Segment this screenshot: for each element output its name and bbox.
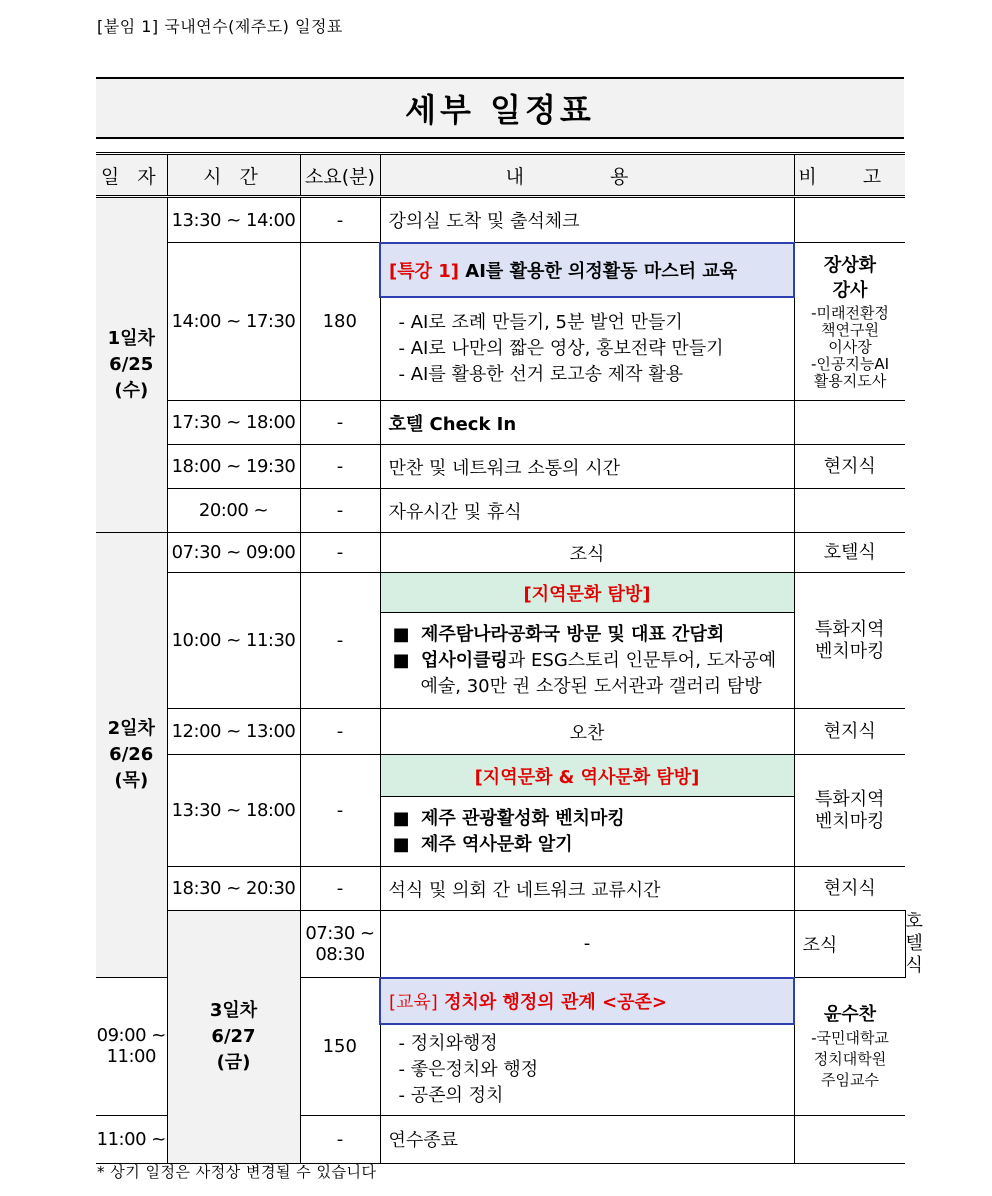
lecture-heading [380,243,794,297]
table-row [96,445,905,489]
tour-items [380,797,794,867]
table-row: 3일차 6/27 (금) 07:30 ~ 08:30 - 조식 호텔식 [96,911,905,978]
note-cell: 현지식 [794,445,905,489]
list-item [393,622,790,648]
table-row [96,867,905,911]
note-cell [794,1115,905,1163]
square-bullet-icon: ■ [392,623,421,645]
list-item-text: 제주 관광활성화 벤치마킹 [420,807,625,829]
note-cell [794,573,905,709]
list-item: - 좋은정치와 행정 [398,1058,539,1080]
day3-label [167,911,300,1164]
table-row [96,755,905,797]
lecturer-info: -국민대학교 [811,1028,889,1047]
content-cell: 자유시간 및 휴식 [380,489,794,533]
col-header-time: 시 간 [167,154,300,197]
note-cell [794,243,905,401]
list-item-text: 업사이클링 [420,649,508,671]
time-cell: 13:30 ~ 18:00 [167,755,300,867]
day-label-line: 6/26 [109,744,154,765]
tour-heading: [지역문화 탐방] [380,573,794,613]
list-item: - AI를 활용한 선거 로고송 제작 활용 [398,363,683,385]
lecturer-title: 강사 [832,280,868,301]
day-label-line: 2일차 [107,718,155,739]
lecture-tag: [특강 1] [389,260,460,282]
lecturer-info: -미래전환정 [811,304,889,322]
day-label-line: 6/27 [211,1025,256,1047]
day2-label [96,533,167,978]
lecturer-info: 책연구원 [821,321,879,339]
note-line: 벤치마킹 [814,810,885,832]
note-cell: 현지식 [794,867,905,911]
note-cell [794,489,905,533]
list-item-text: 제주 역사문화 알기 [420,833,573,855]
content-cell: 조식 [380,533,794,573]
note-cell: 현지식 [794,709,905,755]
content-cell: 만찬 및 네트워크 소통의 시간 [380,445,794,489]
content-cell: 연수종료 [380,1115,794,1163]
time-cell: 14:00 ~ 17:30 [167,243,300,401]
table-row [96,197,905,243]
content-cell: 석식 및 의회 간 네트워크 교류시간 [380,867,794,911]
duration-cell: - [300,445,380,489]
table-row [96,533,905,573]
day-label-line: 3일차 [209,999,258,1021]
list-item-continued: 예술, 30만 권 소장된 도서관과 갤러리 탐방 [420,675,762,697]
list-item [393,806,790,832]
content-cell: 오찬 [380,709,794,755]
lecture-tag: [교육] [389,991,438,1013]
note-cell [794,401,905,445]
duration-cell: 180 [300,243,380,401]
table-row [96,709,905,755]
content-cell: 조식 [794,911,905,978]
footer-note: * 상기 일정은 사정상 변경될 수 있습니다 [97,1163,377,1181]
time-cell: 09:00 ~ 11:00 [96,978,167,1116]
lecturer-info: 이사장 [828,338,872,356]
duration-cell: 150 [300,978,380,1116]
square-bullet-icon: ■ [392,807,421,829]
lecture-items [380,297,794,401]
col-header-note: 비 고 [794,154,905,197]
note-line: 특화지역 [814,788,885,810]
list-item [393,832,790,858]
lecturer-info: -인공지능AI [810,355,890,373]
time-cell: 12:00 ~ 13:00 [167,709,300,755]
lecture-title: 정치와 행정의 관계 <공존> [437,991,667,1013]
list-item: - AI로 나만의 짧은 영상, 홍보전략 만들기 [398,337,724,359]
attachment-note: [붙임 1] 국내연수(제주도) 일정표 [97,17,343,36]
lecture-heading [380,978,794,1024]
schedule-table [96,152,923,1164]
content-cell: 호텔 Check In [380,401,794,445]
lecturer-info: 정치대학원 [813,1049,887,1068]
duration-cell: - [300,709,380,755]
page-title: 세부 일정표 [405,91,595,129]
note-cell [794,197,905,243]
time-cell: 07:30 ~ 08:30 [300,911,380,978]
note-cell [794,755,905,867]
title-banner [96,77,904,139]
col-header-content: 내 용 [380,154,794,197]
table-row [96,489,905,533]
time-cell: 17:30 ~ 18:00 [167,401,300,445]
day-label-line: (목) [114,770,149,791]
day-label-line: (금) [216,1051,251,1073]
square-bullet-icon: ■ [392,649,421,671]
day-label-line: (수) [114,380,149,401]
duration-cell: - [300,573,380,709]
tour-items [380,613,794,709]
time-cell: 11:00 ~ [96,1115,167,1163]
list-item [393,648,790,674]
lecturer-name: 윤수찬 [823,1003,877,1025]
lecture-items [380,1024,794,1116]
tour-heading: [지역문화 & 역사문화 탐방] [380,755,794,797]
table-row [96,401,905,445]
duration-cell: - [300,489,380,533]
content-cell: 강의실 도착 및 출석체크 [380,197,794,243]
col-header-date: 일 자 [96,154,167,197]
duration-cell: - [300,533,380,573]
duration-cell: - [300,401,380,445]
day1-label [96,197,167,533]
list-item-text: 과 ESG스토리 인문투어, 도자공예 [507,649,777,671]
duration-cell: - [300,1115,380,1163]
time-cell: 10:00 ~ 11:30 [167,573,300,709]
col-header-duration: 소요(분) [300,154,380,197]
list-item-text: 제주탐나라공화국 방문 및 대표 간담회 [420,623,725,645]
lecturer-info: 활용지도사 [813,372,887,390]
list-item: - 정치와행정 [398,1032,498,1054]
note-line: 특화지역 [814,618,885,640]
time-cell: 18:00 ~ 19:30 [167,445,300,489]
day-label-line: 6/25 [109,354,154,375]
header-row [96,154,905,197]
lecture-title: AI를 활용한 의정활동 마스터 교육 [459,260,738,282]
table-row [96,243,905,297]
note-cell [794,978,905,1116]
note-cell: 호텔식 [794,533,905,573]
note-line: 벤치마킹 [814,640,885,662]
duration-cell: - [300,197,380,243]
time-cell: 18:30 ~ 20:30 [167,867,300,911]
lecturer-name: 장상화 [823,255,877,276]
time-cell: 20:00 ~ [167,489,300,533]
lecturer-info: 주임교수 [821,1070,879,1089]
square-bullet-icon: ■ [392,833,421,855]
list-item: - 공존의 정치 [398,1084,504,1106]
time-cell: 07:30 ~ 09:00 [167,533,300,573]
list-item: - AI로 조례 만들기, 5분 발언 만들기 [398,311,683,333]
day-label-line: 1일차 [107,328,155,349]
duration-cell: - [300,755,380,867]
duration-cell: - [380,911,794,978]
time-cell: 13:30 ~ 14:00 [167,197,300,243]
table-row [96,573,905,613]
duration-cell: - [300,867,380,911]
